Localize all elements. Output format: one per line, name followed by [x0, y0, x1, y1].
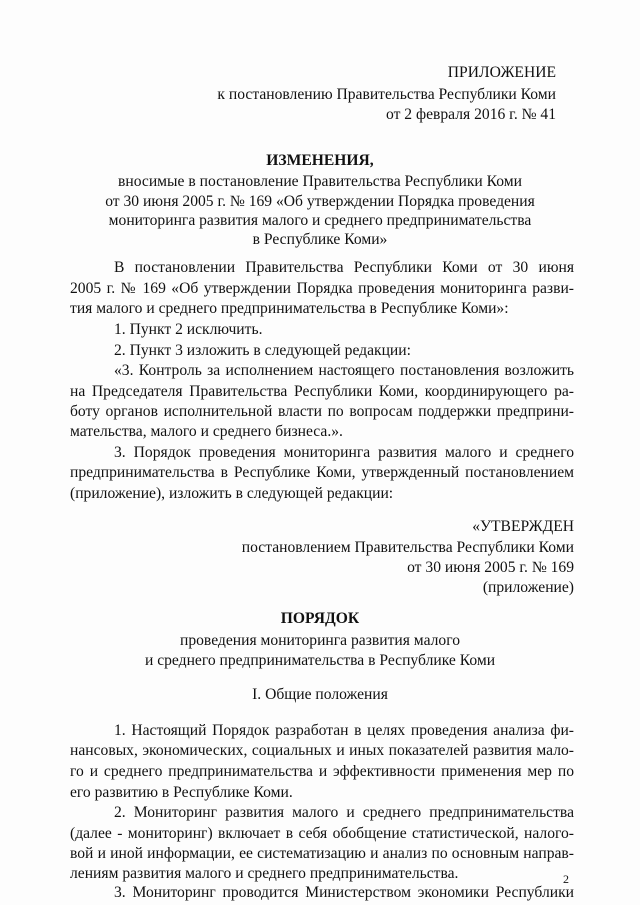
body-p5-line-2: предпринимательства в Республике Коми, утвержденный постановлением [70, 464, 574, 481]
appendix-line-1: к постановлению Правительства Республики Коми [217, 86, 556, 103]
appendix-line-2: от 2 февраля 2016 г. № 41 [386, 106, 556, 123]
changes-subtitle-2: от 30 июня 2005 г. № 169 «Об утверждении Порядка проведения [105, 193, 535, 210]
order-subtitle-1: проведения мониторинга развития малого [179, 632, 461, 649]
body-p1-line-1: В постановлении Правительства Республики Коми от 30 июня [114, 259, 574, 276]
body-p1-line-3: тия малого и среднего предпринимательства в Республике Коми»: [70, 300, 509, 317]
clause-1-line-3: го и среднего предпринимательства и эффективности применения мер по [70, 763, 574, 780]
clause-1-line-4: его развитию в Республике Коми. [70, 784, 293, 801]
body-p1-line-2: 2005 г. № 169 «Об утверждении Порядка проведения мониторинга разви- [70, 280, 574, 297]
approved-line-2: постановлением Правительства Республики Коми [241, 539, 574, 556]
changes-subtitle-1: вносимые в постановление Правительства Республики Коми [118, 173, 522, 190]
changes-subtitle-3: мониторинга развития малого и среднего предпринимательства [108, 212, 532, 229]
body-p4-line-1: «3. Контроль за исполнением настоящего постановления возложить [114, 362, 574, 379]
body-p2: 1. Пункт 2 исключить. [114, 321, 263, 338]
changes-heading: ИЗМЕНЕНИЯ, [266, 152, 374, 169]
page-number: 2 [563, 872, 569, 886]
approved-line-3: от 30 июня 2005 г. № 169 [407, 559, 574, 576]
clause-2-line-3: вой и иной информации, ее систематизацию и анализ по основным направ- [70, 845, 574, 862]
clause-1-line-2: нансовых, экономических, социальных и иных показателей развития мало- [70, 742, 574, 759]
body-p3: 2. Пункт 3 изложить в следующей редакции: [114, 342, 411, 359]
approved-line-4: (приложение) [482, 579, 574, 596]
order-heading: ПОРЯДОК [280, 610, 360, 627]
clause-3-line-1: 3. Мониторинг проводится Министерством экономики Республики [114, 884, 574, 901]
order-subtitle-2: и среднего предпринимательства в Республике Коми [144, 652, 496, 669]
clause-2-line-4: лениям развития малого и среднего предпринимательства. [70, 865, 459, 882]
changes-subtitle-4: в Республике Коми» [252, 231, 388, 248]
body-p5-line-3: (приложение), изложить в следующей редакции: [70, 485, 394, 502]
clause-2-line-1: 2. Мониторинг развития малого и среднего предпринимательства [114, 804, 574, 821]
approved-line-1: «УТВЕРЖДЕН [472, 518, 574, 535]
body-p5-line-1: 3. Порядок проведения мониторинга развития малого и среднего [114, 444, 574, 461]
body-p4-line-4: мательства, малого и среднего бизнеса.». [70, 423, 343, 440]
appendix-title: ПРИЛОЖЕНИЕ [447, 64, 556, 81]
clause-1-line-1: 1. Настоящий Порядок разработан в целях проведения анализа фи- [114, 722, 574, 739]
body-p4-line-2: на Председателя Правительства Республики Коми, координирующего ра- [70, 383, 574, 400]
clause-2-line-2: (далее - мониторинг) включает в себя обобщение статистической, налого- [70, 825, 574, 842]
section-heading: I. Общие положения [252, 686, 388, 703]
body-p4-line-3: боту органов исполнительной власти по вопросам поддержки предприни- [70, 403, 574, 420]
